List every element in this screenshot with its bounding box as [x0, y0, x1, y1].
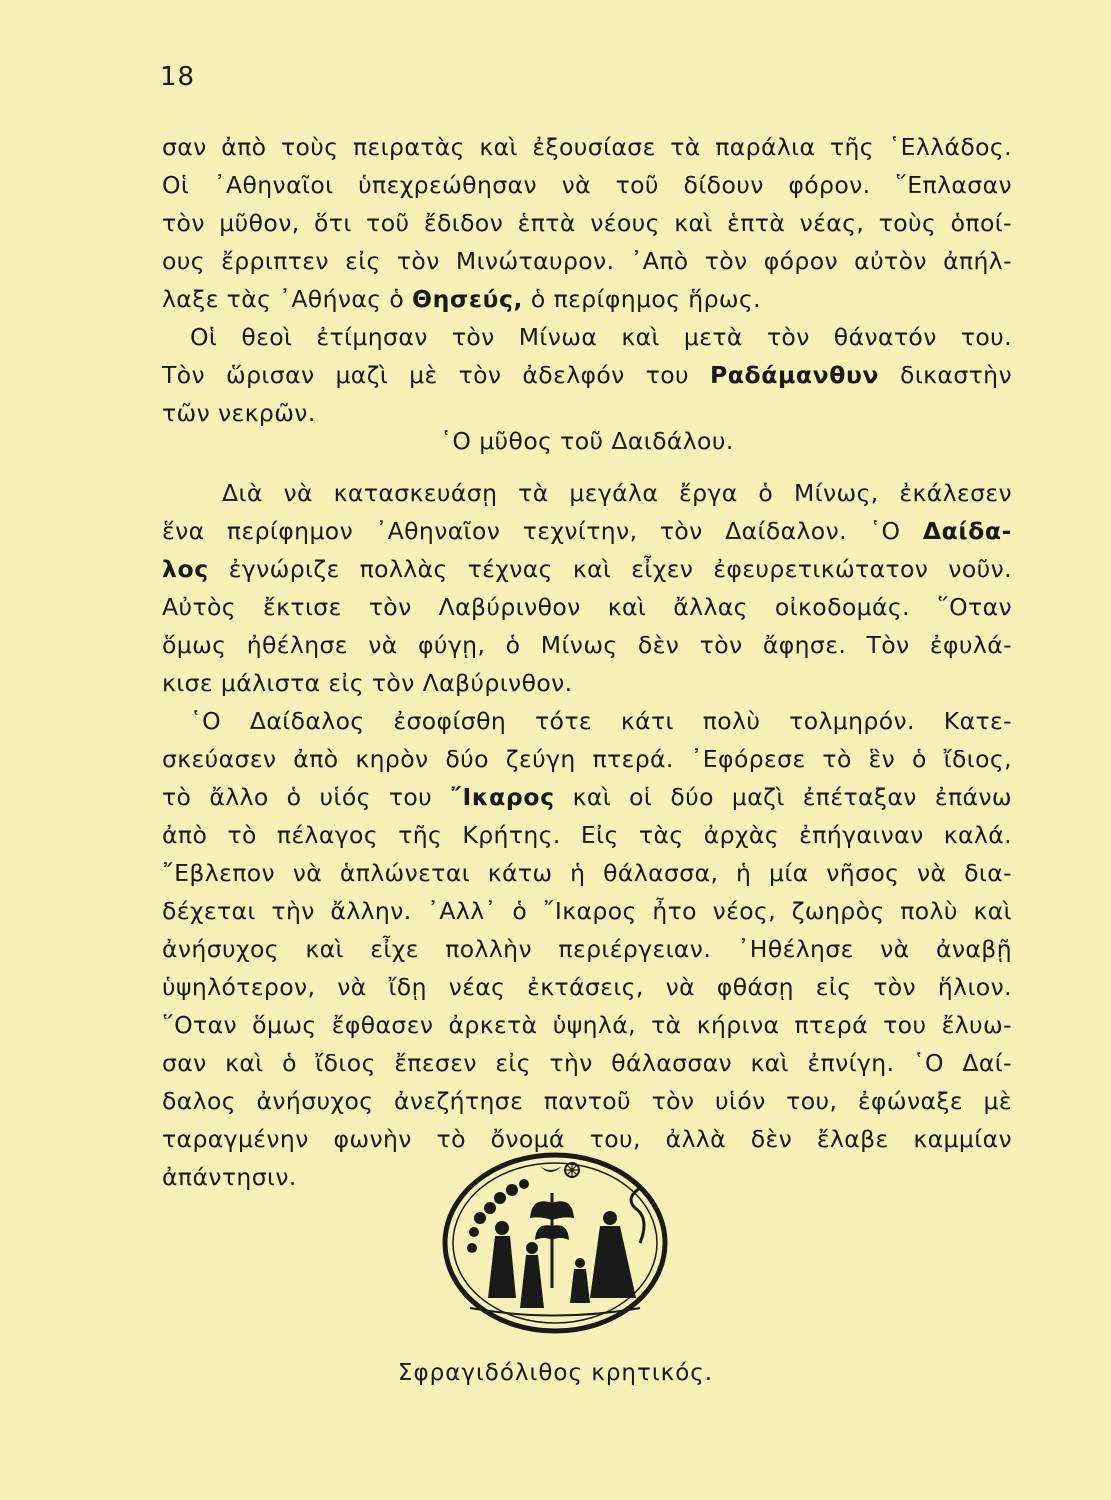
name-daedalus: Δαίδα-	[922, 517, 1012, 545]
text-line: ους ἔρριπτεν εἰς τὸν Μινώταυρον. ᾿Απὸ τὸν φόρον αὐτὸν ἀπήλ-	[162, 247, 1012, 275]
text-line: ταραγμένην φωνὴν τὸ ὄνομά του, ἀλλὰ δὲν ἔλαβε καμμίαν	[162, 1125, 1012, 1153]
text-line: σαν ἀπὸ τοὺς πειρατὰς καὶ ἐξουσίασε τὰ παράλια τῆς ῾Ελλάδος.	[162, 133, 1012, 161]
text-line: σαν καὶ ὁ ἴδιος ἔπεσεν εἰς τὴν θάλασσαν καὶ ἐπνίγη. ῾Ο Δαί-	[162, 1049, 1012, 1077]
name-icarus: ῎Ικαρος	[450, 783, 555, 811]
text-line: σκεύασεν ἀπὸ κηρὸν δύο ζεύγη πτερά. ᾿Εφόρεσε τὸ ἓν ὁ ἴδιος,	[162, 745, 1012, 773]
section-heading: ῾Ο μῦθος τοῦ Δαιδάλου.	[440, 427, 734, 455]
page-number: 18	[160, 62, 196, 92]
text-line	[162, 778, 1012, 816]
text-line: ῾Ο Δαίδαλος ἐσοφίσθη τότε κάτι πολὺ τολμηρόν. Κατε-	[190, 707, 1012, 735]
text-line: ῎Εβλεπον νὰ ἁπλώνεται κάτω ἡ θάλασσα, ἡ μία νῆσος νὰ δια-	[162, 859, 1012, 887]
section-heading-wrap	[162, 422, 1012, 460]
text-line	[162, 550, 1012, 588]
text-span: δικαστὴν	[879, 361, 1012, 389]
text-line	[162, 512, 1012, 550]
text-span: λαξε τὰς ᾿Αθήνας ὁ	[162, 285, 413, 313]
text-line: Αὐτὸς ἔκτισε τὸν Λαβύρινθον καὶ ἄλλας οἰκοδομάς. ῞Οταν	[162, 593, 1012, 621]
text-line: ῞Οταν ὅμως ἔφθασεν ἀρκετὰ ὑψηλά, τὰ κήρινα πτερά του ἔλυω-	[162, 1011, 1012, 1039]
text-line: Οἱ θεοὶ ἐτίμησαν τὸν Μίνωα καὶ μετὰ τὸν θάνατόν του.	[190, 323, 1012, 351]
illustration-caption: Σφραγιδόλιθος κρητικός.	[397, 1360, 714, 1386]
text-block-top	[162, 128, 1012, 432]
text-line	[162, 356, 1012, 394]
text-line: ὅμως ἠθέλησε νὰ φύγῃ, ὁ Μίνως δὲν τὸν ἄφησε. Τὸν ἐφυλά-	[162, 631, 1012, 659]
name-theseus: Θησεύς,	[412, 285, 524, 313]
text-span: καὶ οἱ δύο μαζὶ ἐπέταξαν ἐπάνω	[554, 783, 1012, 811]
text-line: τὸν μῦθον, ὅτι τοῦ ἔδιδον ἑπτὰ νέους καὶ ἑπτὰ νέας, τοὺς ὁποί-	[162, 209, 1012, 237]
text-line: ἀπὸ τὸ πέλαγος τῆς Κρήτης. Εἰς τὰς ἀρχὰς ἐπήγαιναν καλά.	[162, 821, 1012, 849]
name-daedalus-cont: λος	[162, 555, 209, 583]
text-span: Τὸν ὥρισαν μαζὶ μὲ τὸν ἀδελφόν του	[162, 361, 710, 389]
text-line: ἀπάντησιν.	[162, 1163, 297, 1191]
name-radamanthys: Ραδάμανθυν	[709, 361, 880, 389]
text-span: ἐγνώριζε πολλὰς τέχνας καὶ εἶχεν ἐφευρετικώτατον νοῦν.	[208, 555, 1012, 583]
text-line: τῶν νεκρῶν.	[162, 399, 316, 427]
text-line	[162, 280, 1012, 318]
text-span: ἕνα περίφημον ᾿Αθηναῖον τεχνίτην, τὸν Δαίδαλον. ῾Ο	[162, 517, 923, 545]
text-line: Διὰ νὰ κατασκευάσῃ τὰ μεγάλα ἔργα ὁ Μίνως, ἐκάλεσεν	[222, 479, 1012, 507]
text-block-main	[162, 474, 1012, 1196]
text-line: Οἱ ᾿Αθηναῖοι ὑπεχρεώθησαν νὰ τοῦ δίδουν φόρον. ῞Επλασαν	[162, 171, 1012, 199]
text-line: δαλος ἀνήσυχος ἀνεζήτησε παντοῦ τὸν υἱόν του, ἐφώναξε μὲ	[162, 1087, 1012, 1115]
text-line: κισε μάλιστα εἰς τὸν Λαβύρινθον.	[162, 669, 573, 697]
text-span: τὸ ἄλλο ὁ υἱός του	[162, 783, 451, 811]
text-span: ὁ περίφημος ἥρως.	[523, 285, 762, 313]
text-line: ἀνήσυχος καὶ εἶχε πολλὴν περιέργειαν. ᾿Ηθέλησε νὰ ἀναβῇ	[162, 935, 1012, 963]
text-line: ὑψηλότερον, νὰ ἴδῃ νέας ἐκτάσεις, νὰ φθάσῃ εἰς τὸν ἥλιον.	[162, 973, 1012, 1001]
text-line: δέχεται τὴν ἄλλην. ᾿Αλλ᾿ ὁ ῎Ικαρος ἦτο νέος, ζωηρὸς πολὺ καὶ	[162, 897, 1012, 925]
cretan-seal-illustration	[440, 1148, 670, 1338]
